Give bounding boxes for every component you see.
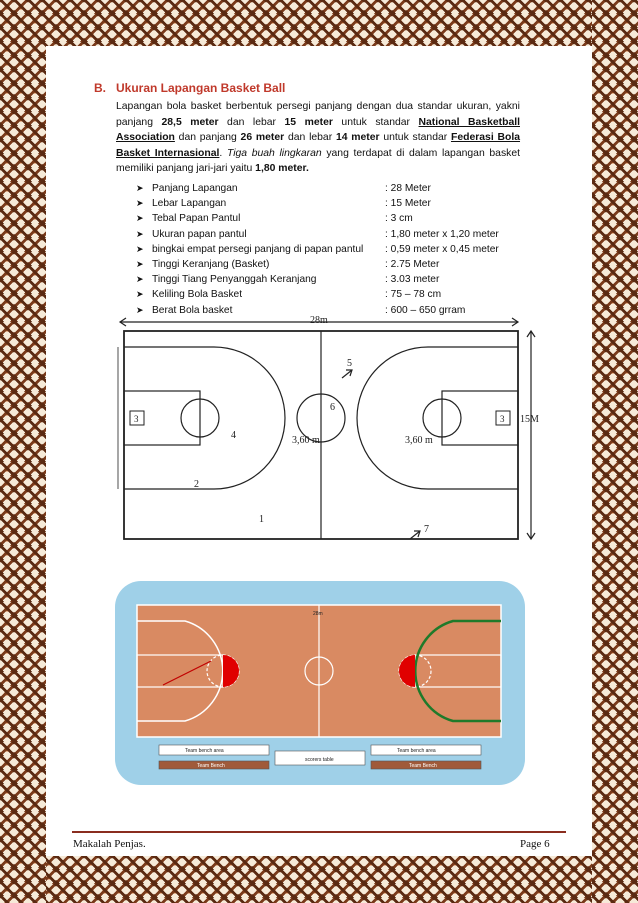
colored-court-length: 28m	[313, 611, 323, 617]
spec-list	[136, 181, 526, 318]
arrow-bullet-icon: ➤	[136, 289, 144, 300]
paragraph-text: yang terdapat di dalam lapangan basket memiliki panjang jari-jari yaitu	[116, 147, 520, 175]
paragraph-text: dan lebar	[284, 132, 336, 144]
paragraph-value: 26 meter	[240, 132, 285, 144]
marker-5: 5	[347, 358, 352, 369]
spec-label: bingkai empat persegi panjang di papan pantul	[152, 243, 364, 255]
arrow-bullet-icon: ➤	[136, 228, 144, 239]
list-item	[136, 227, 526, 242]
paragraph-text: dan panjang	[174, 132, 241, 144]
board-right-label: 3	[500, 414, 505, 424]
section-heading	[94, 81, 285, 95]
marker-4: 4	[231, 430, 236, 441]
paragraph-text: untuk standar	[379, 132, 451, 144]
marker-1: 1	[259, 514, 264, 525]
arrow-bullet-icon: ➤	[136, 274, 144, 285]
arrow-bullet-icon: ➤	[136, 213, 144, 224]
spec-label: Tinggi Tiang Penyanggah Keranjang	[152, 274, 317, 286]
spec-value: : 600 – 650 grram	[385, 304, 466, 316]
fiba-standard: Federasi Bola Basket Internasional	[116, 132, 521, 159]
decorative-border-right	[592, 0, 638, 903]
list-item	[136, 272, 526, 287]
bench-left-label: Team bench area	[185, 748, 224, 754]
paragraph-value: 28,5 meter	[161, 116, 219, 128]
marker-2: 2	[194, 479, 199, 490]
scorers-table-label: scorers table	[305, 757, 334, 763]
arrow-bullet-icon: ➤	[136, 304, 144, 315]
center-circle-label: 3,60 m	[292, 435, 320, 446]
spec-value: : 3 cm	[385, 213, 413, 225]
list-item	[136, 242, 526, 257]
board-left-label: 3	[134, 414, 139, 424]
page-number: Page 6	[520, 838, 550, 850]
paragraph-text: untuk standar	[332, 116, 419, 128]
right-circle-label: 3,60 m	[405, 435, 433, 446]
spec-label: Tebal Papan Pantul	[152, 213, 241, 225]
footer-title: Makalah Penjas.	[73, 838, 146, 850]
spec-value: : 0,59 meter x 0,45 meter	[385, 243, 499, 255]
decorative-border-top	[0, 0, 638, 46]
spec-label: Tinggi Keranjang (Basket)	[152, 259, 270, 271]
spec-value: : 28 Meter	[385, 183, 431, 195]
paragraph-value: 14 meter	[335, 132, 380, 144]
court-diagram	[114, 314, 550, 552]
spec-label: Ukuran papan pantul	[152, 228, 247, 240]
bench-right-bottom-label: Team Bench	[409, 763, 437, 769]
marker-7: 7	[424, 524, 429, 535]
paragraph-text: Lapangan bola basket berbentuk persegi panjang dengan dua standar ukuran, yakni panjang	[116, 101, 520, 128]
paragraph-italic: Tiga buah lingkaran	[226, 147, 322, 159]
spec-value: : 3.03 meter	[385, 274, 440, 286]
spec-label: Lebar Lapangan	[152, 198, 227, 210]
arrow-bullet-icon: ➤	[136, 259, 144, 270]
arrow-bullet-icon: ➤	[136, 243, 144, 254]
decorative-border-bottom	[0, 856, 638, 903]
section-letter: B.	[94, 81, 106, 95]
paragraph-value: 15 meter	[284, 116, 333, 128]
footer-divider	[72, 831, 566, 833]
arrow-bullet-icon: ➤	[136, 198, 144, 209]
marker-6: 6	[330, 402, 335, 413]
spec-label: Keliling Bola Basket	[152, 289, 243, 301]
list-item	[136, 181, 526, 196]
decorative-border-left	[0, 0, 46, 903]
paragraph-text: dan lebar	[218, 116, 285, 128]
arrow-bullet-icon: ➤	[136, 183, 144, 194]
list-item	[136, 211, 526, 226]
nba-standard: National Basketball Association	[116, 116, 520, 144]
spec-label: Panjang Lapangan	[152, 183, 238, 195]
paragraph-value: 1,80 meter.	[255, 163, 309, 175]
bench-left-bottom-label: Team Bench	[197, 763, 225, 769]
intro-paragraph	[116, 99, 520, 177]
list-item	[136, 196, 526, 211]
list-item	[136, 287, 526, 302]
bench-right-label: Team bench area	[397, 748, 436, 754]
spec-value: : 75 – 78 cm	[385, 289, 442, 301]
colored-court-diagram	[115, 575, 525, 785]
court-width-label: 15M	[520, 414, 539, 425]
spec-value: : 2.75 Meter	[385, 259, 440, 271]
list-item	[136, 257, 526, 272]
section-title: Ukuran Lapangan Basket Ball	[116, 81, 286, 95]
spec-value: : 15 Meter	[385, 198, 431, 210]
spec-value: : 1,80 meter x 1,20 meter	[385, 228, 499, 240]
paragraph-text: .	[219, 147, 227, 159]
spec-label: Berat Bola basket	[152, 304, 233, 316]
court-length-label: 28m	[310, 315, 328, 326]
